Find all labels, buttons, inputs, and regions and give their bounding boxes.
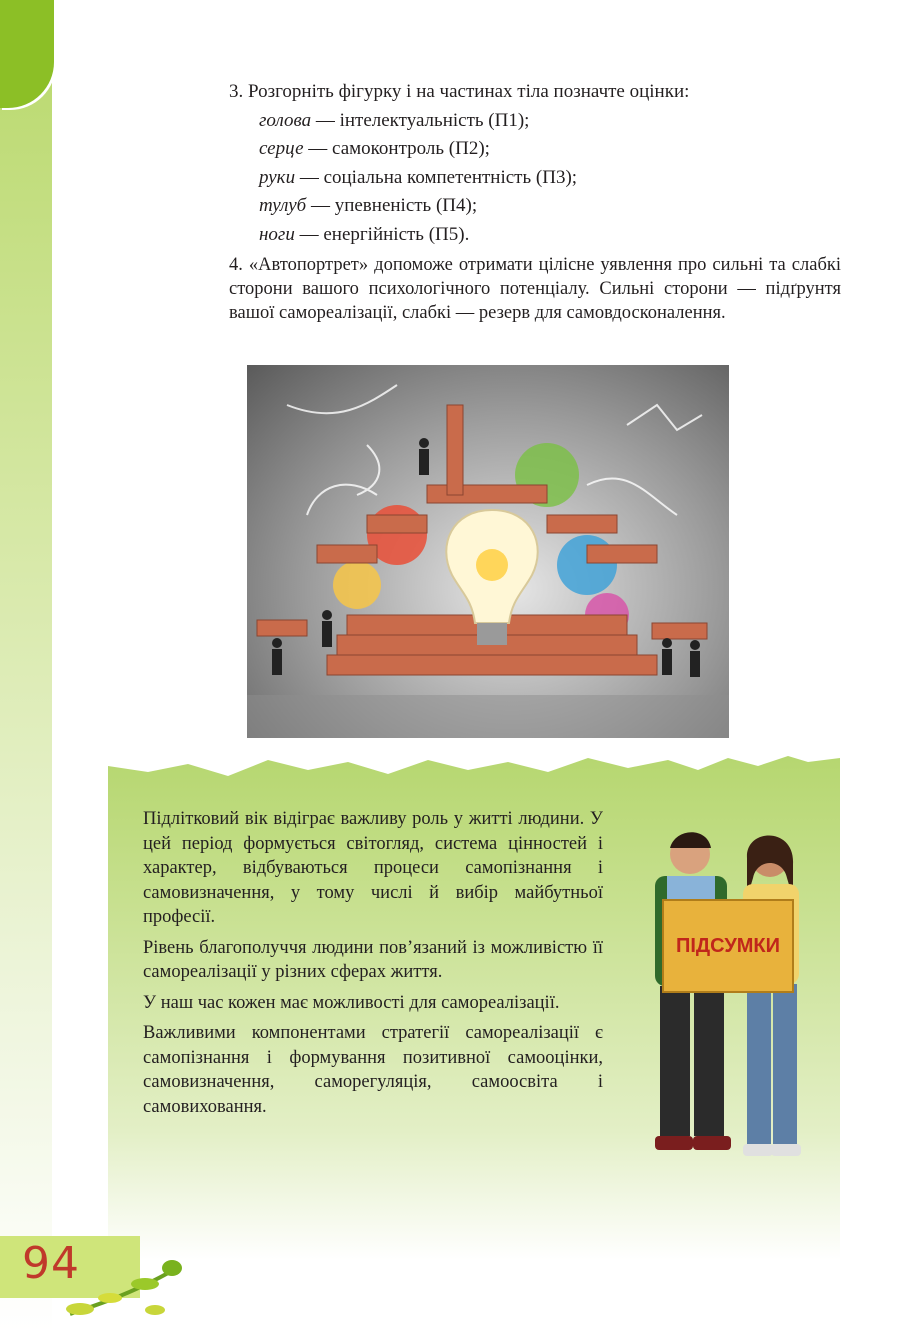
summary-text [143, 807, 603, 1125]
sign-label: ПІДСУМКИ [675, 935, 781, 957]
part-desc: енергійність (П5). [323, 223, 470, 245]
part-desc: соціальна компетентність (П3); [323, 166, 578, 188]
summary-paragraph: У наш час кожен має можливості для самореалізації. [143, 992, 560, 1013]
dash: — [303, 138, 333, 159]
part-label: руки [259, 166, 296, 188]
dash: — [311, 109, 340, 131]
part-label: ноги [259, 223, 295, 245]
task3-item-legs [259, 221, 841, 250]
plant-decor-icon [60, 1254, 210, 1324]
summary-paragraph: Важливими компонентами стратегії самореалізації є самопізнання і формування позитивної самооцінки, самовизначення, саморегуляція, самоосвіта і самовиховання. [143, 1023, 603, 1117]
dash: — [306, 195, 335, 216]
task3-item-torso [259, 192, 841, 221]
dash: — [294, 223, 324, 245]
part-desc: інтелектуальність (П1); [339, 109, 530, 131]
part-desc: упевненість (П4); [334, 195, 478, 216]
side-decor-band [0, 0, 52, 1332]
task3-item-head [259, 107, 841, 136]
lightbulb-illustration [247, 365, 729, 738]
summary-paragraph: Рівень благополуччя людини пов’язаний із можливістю її самореалізації у різних сферах життя. [143, 937, 603, 982]
summary-paragraph: Підлітковий вік відіграє важливу роль у житті людини. У цей період формується світогляд, система цінностей і характер, відбуваються процеси самопізнання і самовизначення, у тому числі й вибір майбутньої професії. [143, 809, 603, 927]
part-label: серце [259, 138, 304, 159]
task3-item-hands [259, 164, 841, 193]
lightbulb-brick-wall-image [247, 365, 729, 738]
task3-item-heart [259, 135, 841, 164]
part-label: тулуб [259, 195, 307, 216]
task-block [229, 78, 841, 344]
page-number: 94 [22, 1238, 80, 1289]
part-desc: самоконтроль (П2); [332, 138, 490, 159]
part-label: голова [259, 109, 312, 131]
task3-intro: 3. Розгорніть фігурку і на частинах тіла позначте оцінки: [229, 81, 690, 102]
teens-with-sign-image [615, 818, 835, 1173]
teens-illustration [615, 818, 835, 1173]
task4-text: 4. «Автопортрет» допоможе отримати цілісне уявлення про сильні та слабкі сторони вашого психологічного потенціалу. Сильні сторони — підґрунтя вашої самореалізації, слабкі — резерв для самовдосконалення. [229, 255, 841, 323]
dash: — [295, 166, 324, 188]
rough-edge-decor [108, 748, 840, 784]
